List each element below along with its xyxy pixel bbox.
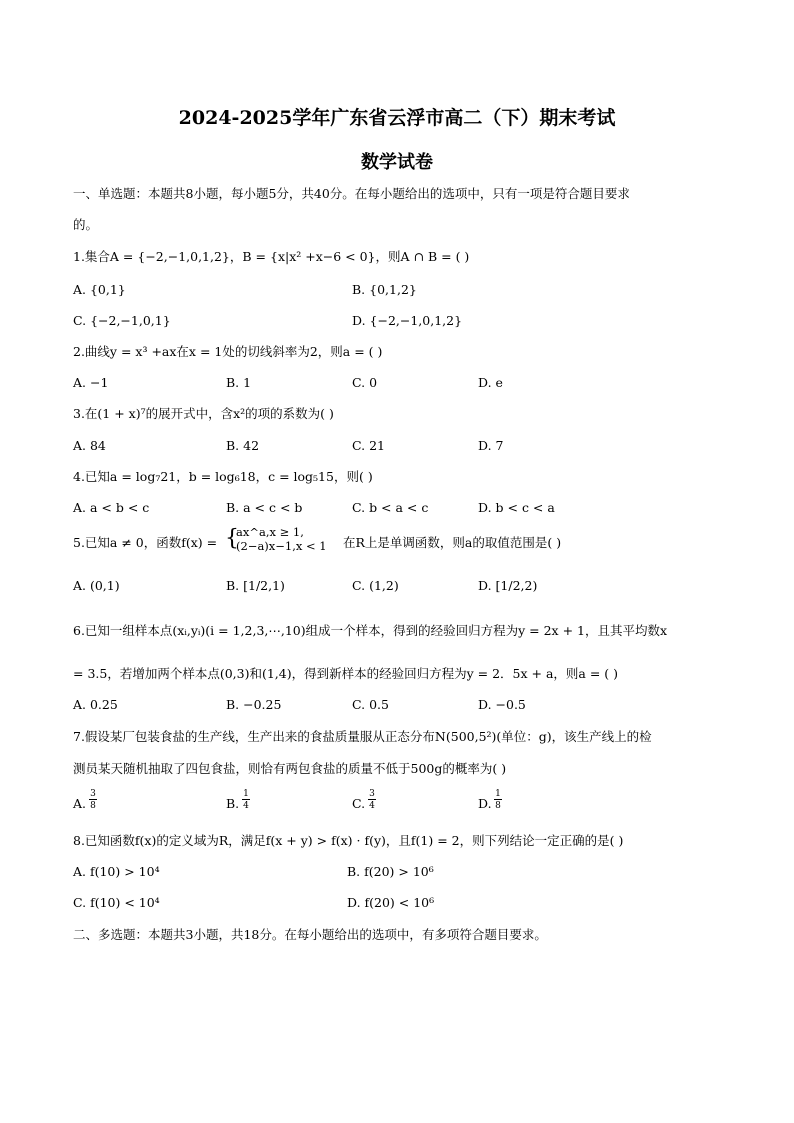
question-3-option-b: B. 42 [226, 438, 260, 453]
question-8-stem: 8.已知函数f(x)的定义域为R，满足f(x + y) > f(x) · f(y)，且f(1) = 2，则下列结论一定正确的是( ) [73, 833, 624, 848]
question-2-option-d: D. e [478, 375, 503, 390]
question-8-option-d: D. f(20) < 10⁶ [347, 895, 435, 910]
question-1-stem: 1.集合A = {−2,−1,0,1,2}，B = {x|x² +x−6 < 0}，则A ∩ B = ( ) [73, 249, 470, 264]
question-5-case-1: ax^a,x ≥ 1, [236, 525, 304, 539]
question-7-option-b-numerator: 1 [243, 789, 249, 799]
question-6-option-d: D. −0.5 [478, 697, 526, 712]
question-7-option-a-label: A. [73, 796, 87, 811]
question-5-stem-post: 在R上是单调函数，则a的取值范围是( ) [343, 535, 562, 550]
question-3-option-d: D. 7 [478, 438, 504, 453]
question-6-option-b: B. −0.25 [226, 697, 282, 712]
question-7-stem-line1: 7.假设某厂包装食盐的生产线，生产出来的食盐质量服从正态分布N(500,5²)(单位：g)，该生产线上的检 [73, 729, 652, 744]
question-4-stem: 4.已知a = log₇21，b = log₆18，c = log₅15，则( ) [73, 469, 373, 484]
question-7-option-a-fraction-bar [89, 799, 97, 800]
question-7-option-b-denominator: 4 [243, 801, 249, 811]
question-1-option-d: D. {−2,−1,0,1,2} [352, 313, 463, 328]
question-6-stem-line2: = 3.5，若增加两个样本点(0,3)和(1,4)，得到新样本的经验回归方程为y = 2．5x + a，则a = ( ) [73, 666, 619, 681]
question-1-option-a: A. {0,1} [73, 282, 126, 297]
question-8-option-a: A. f(10) > 10⁴ [73, 864, 160, 879]
question-4-option-b: B. a < c < b [226, 500, 303, 515]
question-2-option-c: C. 0 [352, 375, 378, 390]
question-3-stem: 3.在(1 + x)⁷的展开式中，含x²的项的系数为( ) [73, 406, 334, 421]
question-3-option-c: C. 21 [352, 438, 385, 453]
question-8-option-b: B. f(20) > 10⁶ [347, 864, 434, 879]
section1-instructions-line2: 的。 [73, 217, 99, 232]
question-5-option-b: B. [1/2,1) [226, 578, 285, 593]
question-5-option-a: A. (0,1) [73, 578, 120, 593]
exam-subtitle: 数学试卷 [361, 152, 433, 173]
question-7-option-d-label: D. [478, 796, 492, 811]
question-1-option-c: C. {−2,−1,0,1} [73, 313, 171, 328]
question-6-option-c: C. 0.5 [352, 697, 389, 712]
question-4-option-a: A. a < b < c [73, 500, 150, 515]
question-7-option-b-label: B. [226, 796, 240, 811]
question-7-option-d-fraction-bar [494, 799, 502, 800]
question-6-option-a: A. 0.25 [73, 697, 118, 712]
question-2-option-a: A. −1 [73, 375, 109, 390]
question-7-option-c-label: C. [352, 796, 366, 811]
question-5-case-2: (2−a)x−1,x < 1 [236, 539, 327, 553]
question-5-stem-pre: 5.已知a ≠ 0，函数f(x) = [73, 535, 218, 550]
question-5-option-d: D. [1/2,2) [478, 578, 538, 593]
question-5-option-c: C. (1,2) [352, 578, 399, 593]
question-5-brace: { [225, 526, 239, 551]
question-4-option-c: C. b < a < c [352, 500, 429, 515]
question-6-stem-line1: 6.已知一组样本点(xᵢ,yᵢ)(i = 1,2,3,⋯,10)组成一个样本，得到的经验回归方程为y = 2x + 1，且其平均数x [73, 623, 668, 638]
question-7-option-d-denominator: 8 [495, 801, 501, 811]
question-1-option-b: B. {0,1,2} [352, 282, 417, 297]
question-7-stem-line2: 测员某天随机抽取了四包食盐，则恰有两包食盐的质量不低于500g的概率为( ) [73, 761, 507, 776]
exam-title: 2024-2025学年广东省云浮市高二（下）期末考试 [178, 107, 616, 129]
question-7-option-c-numerator: 3 [369, 789, 375, 799]
question-7-option-c-fraction-bar [368, 799, 376, 800]
question-7-option-d-numerator: 1 [495, 789, 501, 799]
question-3-option-a: A. 84 [73, 438, 106, 453]
question-2-option-b: B. 1 [226, 375, 252, 390]
question-4-option-d: D. b < c < a [478, 500, 555, 515]
section2-instructions: 二、多选题：本题共3小题，共18分。在每小题给出的选项中，有多项符合题目要求。 [73, 927, 547, 942]
question-7-option-a-numerator: 3 [90, 789, 96, 799]
question-7-option-c-denominator: 4 [369, 801, 375, 811]
question-7-option-a-denominator: 8 [90, 801, 96, 811]
question-8-option-c: C. f(10) < 10⁴ [73, 895, 160, 910]
section1-instructions-line1: 一、单选题：本题共8小题，每小题5分，共40分。在每小题给出的选项中，只有一项是符合题目要求 [73, 186, 630, 201]
question-2-stem: 2.曲线y = x³ +ax在x = 1处的切线斜率为2，则a = ( ) [73, 344, 383, 359]
question-7-option-b-fraction-bar [242, 799, 250, 800]
